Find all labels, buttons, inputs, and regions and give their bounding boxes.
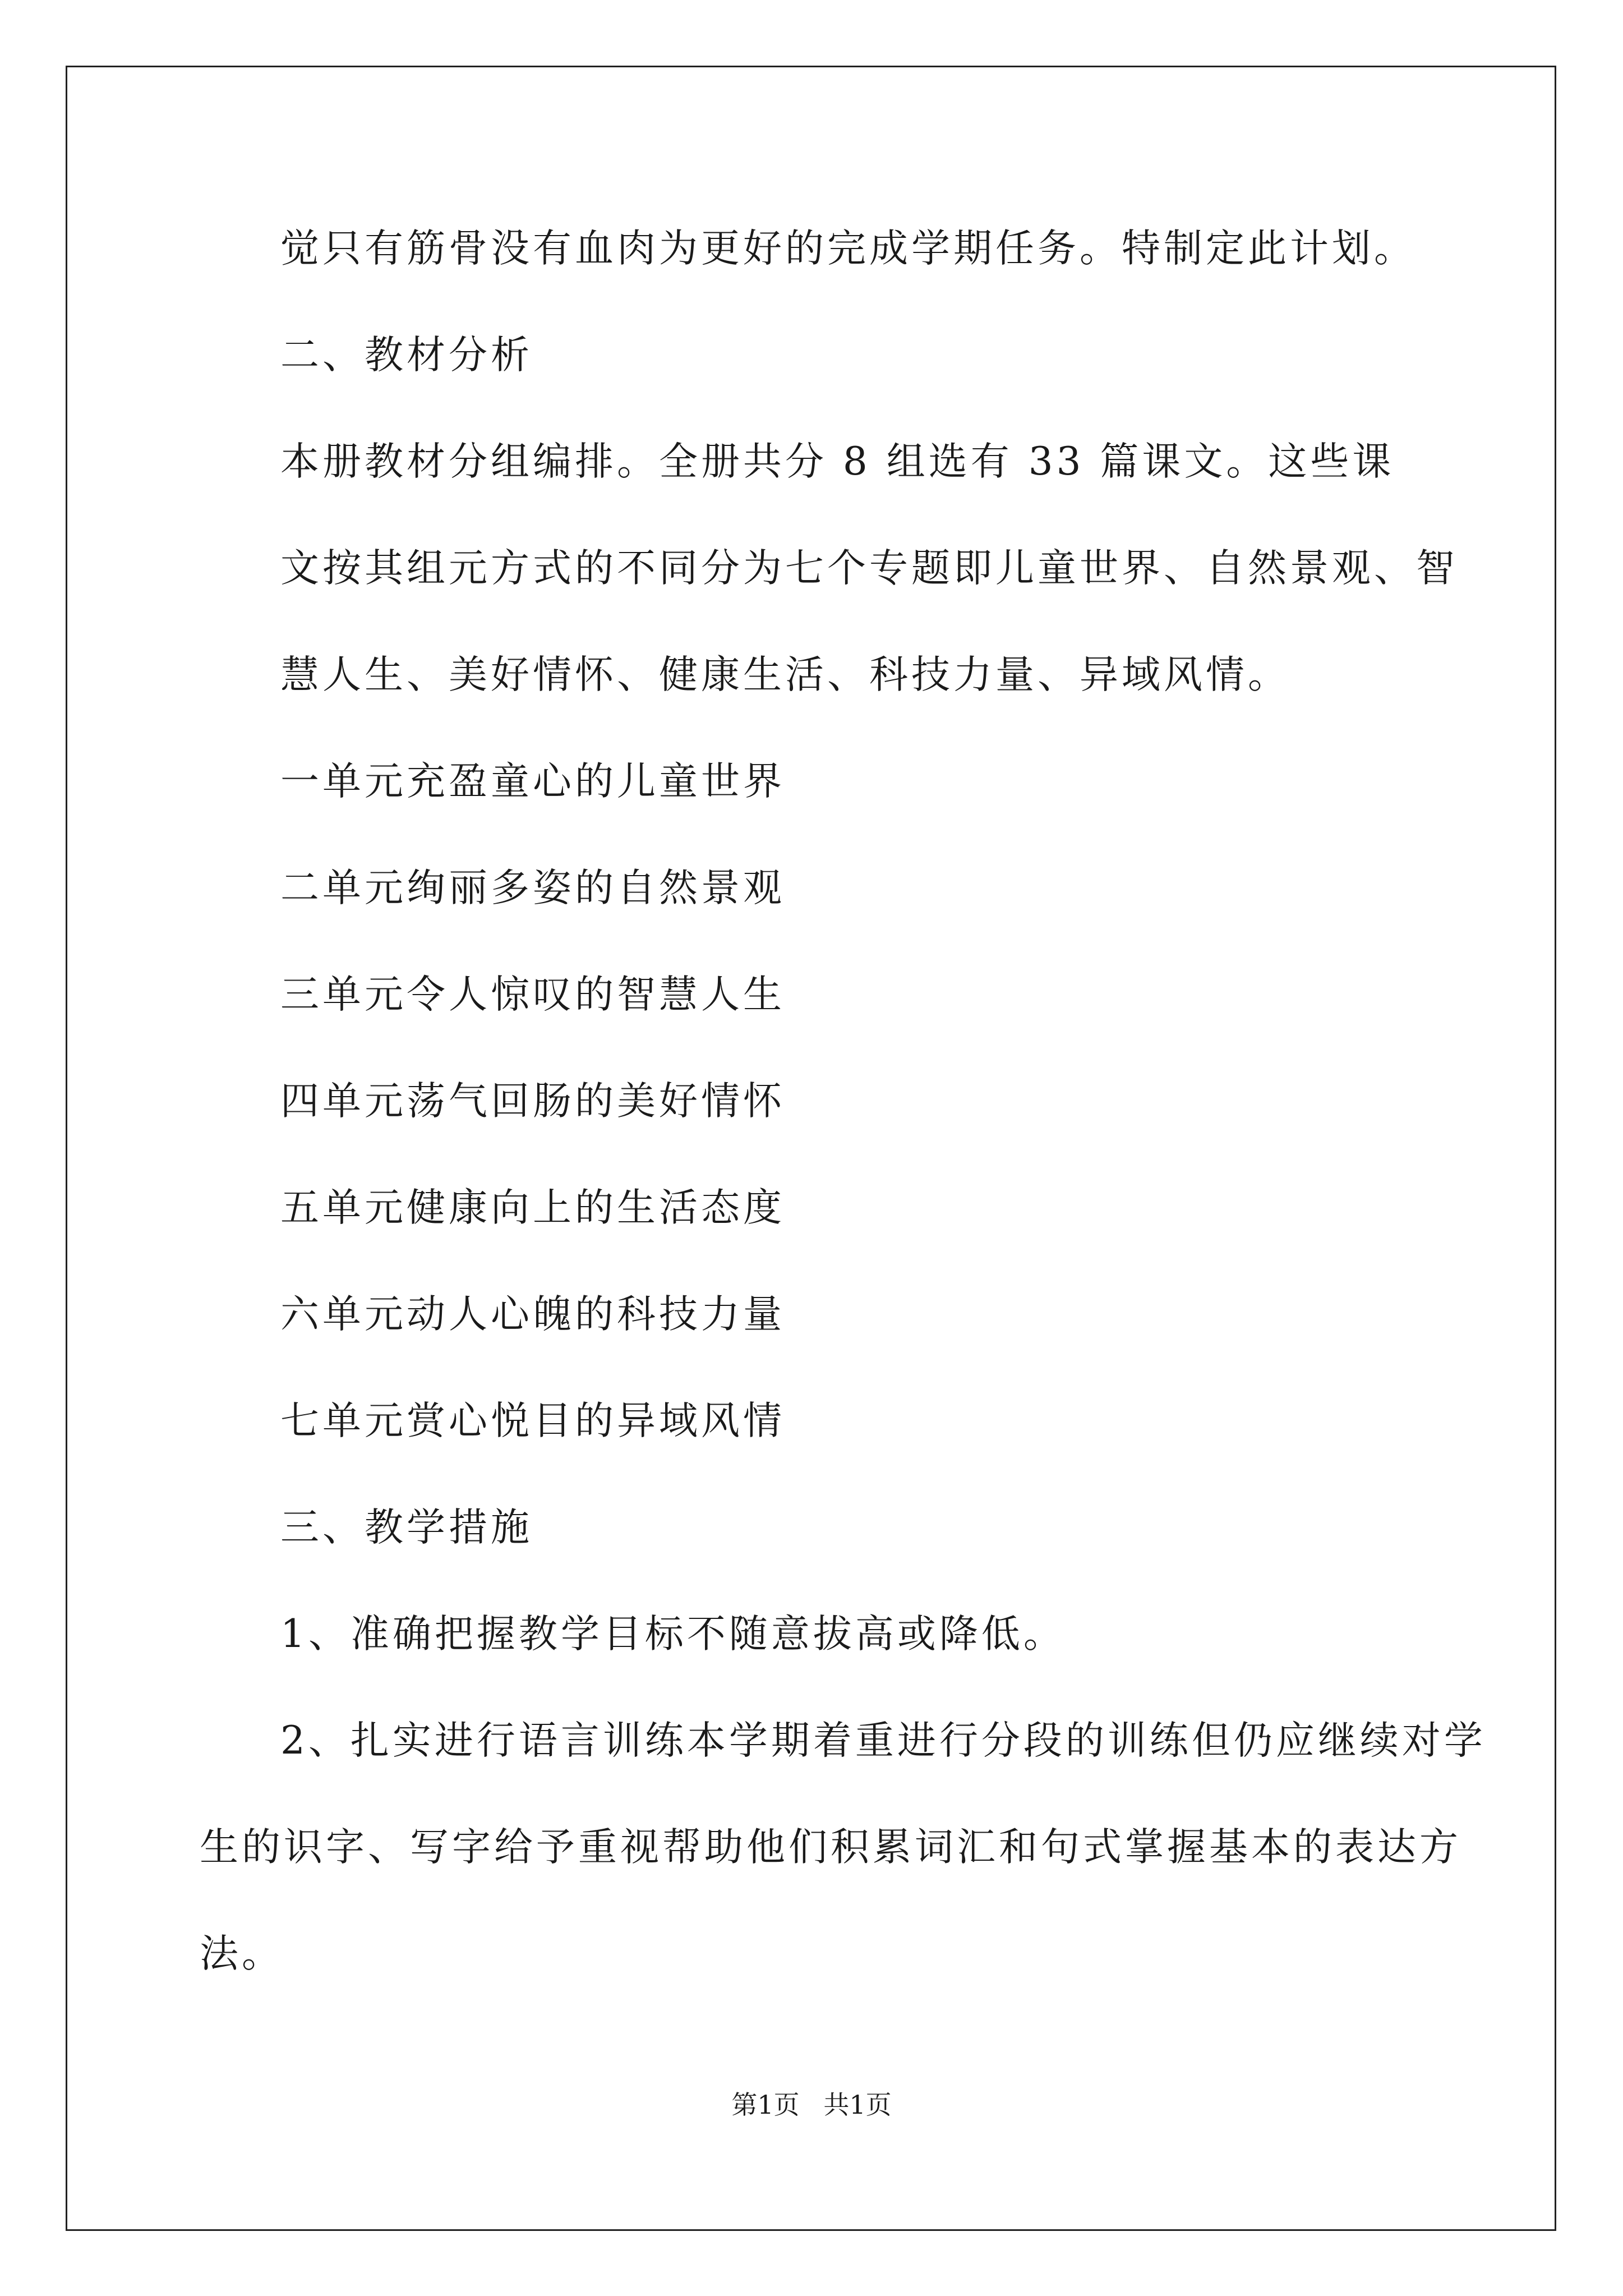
unit-line-2: 二单元绚丽多姿的自然景观 — [280, 866, 785, 910]
heading-materials-analysis: 二、教材分析 — [280, 333, 533, 378]
text-line-1: 觉只有筋骨没有血肉为更好的完成学期任务。特制定此计划。 — [280, 226, 1416, 271]
measure-item-2-line-3: 法。 — [200, 1931, 284, 1976]
measure-item-2-line-2: 生的识字、写字给予重视帮助他们积累词汇和句式掌握基本的表达方 — [200, 1825, 1461, 1870]
unit-line-3: 三单元令人惊叹的智慧人生 — [280, 972, 785, 1017]
page-footer — [0, 2088, 1623, 2122]
measure-item-2-line-1: 2、扎实进行语言训练本学期着重进行分段的训练但仍应继续对学 — [280, 1718, 1486, 1763]
text-line-4: 文按其组元方式的不同分为七个专题即儿童世界、自然景观、智 — [280, 546, 1458, 591]
page-total: 共1页 — [823, 2090, 892, 2120]
unit-line-1: 一单元充盈童心的儿童世界 — [280, 759, 785, 804]
unit-line-5: 五单元健康向上的生活态度 — [280, 1185, 785, 1230]
heading-teaching-measures: 三、教学措施 — [280, 1505, 533, 1550]
page-border — [66, 66, 1556, 2231]
unit-line-4: 四单元荡气回肠的美好情怀 — [280, 1079, 785, 1124]
measure-item-1: 1、准确把握教学目标不随意拔高或降低。 — [280, 1612, 1066, 1657]
text-line-3: 本册教材分组编排。全册共分 8 组选有 33 篇课文。这些课 — [280, 439, 1395, 484]
unit-line-6: 六单元动人心魄的科技力量 — [280, 1292, 785, 1337]
page-number: 第1页 — [731, 2090, 800, 2120]
unit-line-7: 七单元赏心悦目的异域风情 — [280, 1398, 785, 1443]
text-line-5: 慧人生、美好情怀、健康生活、科技力量、异域风情。 — [280, 652, 1290, 697]
